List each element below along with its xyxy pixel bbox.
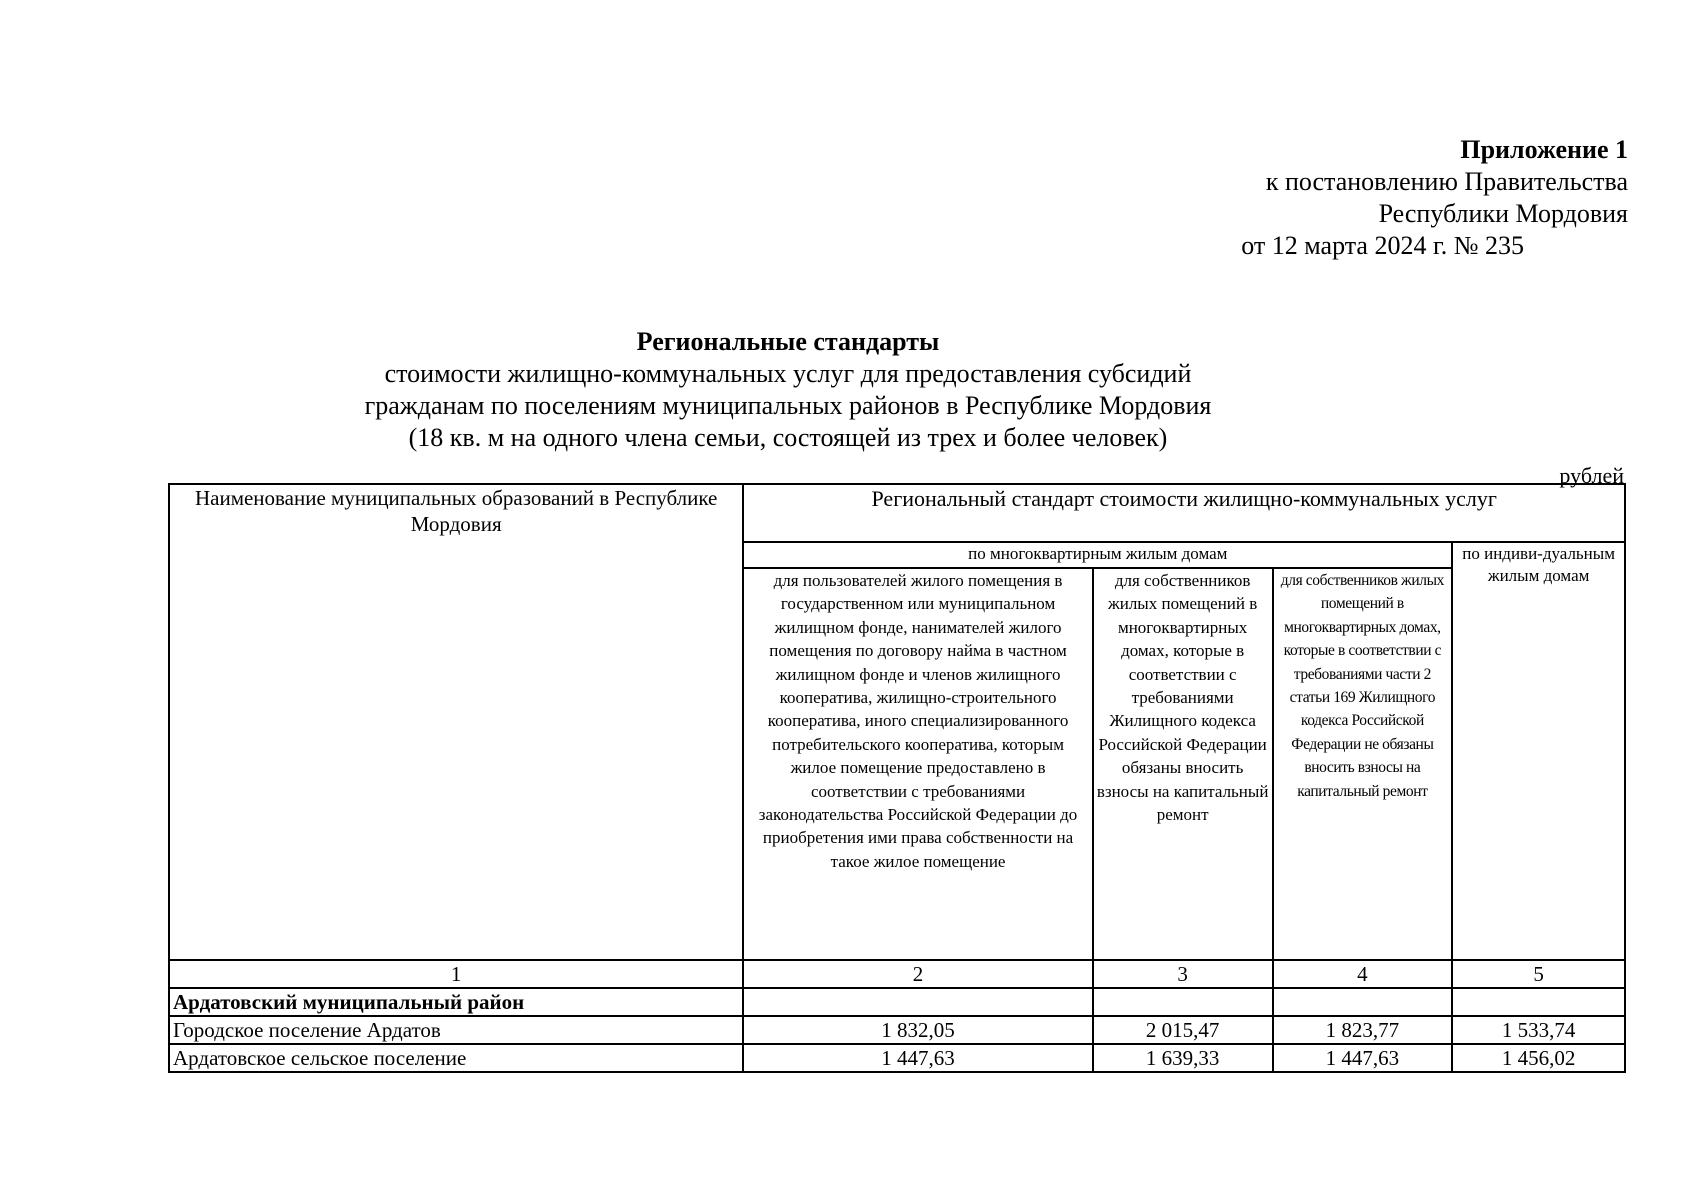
column-number: 3 [1093,960,1273,988]
table-row [169,1016,1625,1044]
header-multi: по многоквартирным жилым домам [743,542,1452,568]
column-numbers-row [169,960,1625,988]
heading-line-1: стоимости жилищно-коммунальных услуг для предоставления субсидий [384,359,1192,388]
column-number: 1 [169,960,743,988]
table-row [169,1044,1625,1072]
value-cell: 1 823,77 [1273,1016,1453,1044]
annex-line-1: к постановлению Правительства [1265,167,1628,196]
value-cell: 1 447,63 [743,1044,1092,1072]
annex-date: от 12 марта 2024 г. № 235 [1241,231,1524,260]
header-group: Региональный стандарт стоимости жилищно-коммунальных услуг [743,484,1625,542]
value-cell: 1 447,63 [1273,1044,1453,1072]
column-number: 4 [1273,960,1453,988]
value-cell: 1 639,33 [1093,1044,1273,1072]
empty-cell [1093,988,1273,1016]
value-cell: 1 832,05 [743,1016,1092,1044]
heading-line-3: (18 кв. м на одного члена семьи, состоящей из трех и более человек) [408,423,1168,452]
heading-title: Региональные стандарты [636,327,940,356]
header-name: Наименование муниципальных образований в Республике Мордовия [169,484,743,960]
annex-line-2: Республики Мордовия [1378,199,1628,228]
value-cell: 2 015,47 [1093,1016,1273,1044]
header-col-3: для собственников жилых помещений в многоквартирных домах, которые в соответствии с требованиями Жилищного кодекса Российской Федерации обязаны вносить взносы на капитальный ремонт [1093,568,1273,960]
column-number: 5 [1452,960,1625,988]
empty-cell [1452,988,1625,1016]
value-cell: 1 533,74 [1452,1016,1625,1044]
header-individual: по индиви-дуальным жилым домам [1452,542,1625,960]
annex-title: Приложение 1 [1460,135,1628,164]
empty-cell [743,988,1092,1016]
column-number: 2 [743,960,1092,988]
document-heading [0,326,1576,454]
value-cell: 1 456,02 [1452,1044,1625,1072]
settlement-name: Городское поселение Ардатов [169,1016,743,1044]
district-name: Ардатовский муниципальный район [169,988,743,1016]
standards-table [168,483,1626,1073]
settlement-name: Ардатовское сельское поселение [169,1044,743,1072]
annex-block [1241,134,1628,262]
heading-line-2: гражданам по поселениям муниципальных районов в Республике Мордовия [364,391,1212,420]
empty-cell [1273,988,1453,1016]
district-row [169,988,1625,1016]
header-col-2: для пользователей жилого помещения в государственном или муниципальном жилищном фонде, нанимателей жилого помещения по договору найма в частном жилищном фонде и членов жилищного кооператива, жилищно-строительного кооператива, иного специализированного потребительского кооператива, которым жилое помещение предоставлено в соответствии с требованиями законодательства Российской Федерации до приобретения ими права собственности на такое жилое помещение [743,568,1092,960]
units-label: рублей [1559,463,1624,488]
header-col-4: для собственников жилых помещений в многоквартирных домах, которые в соответствии с требованиями части 2 статьи 169 Жилищного кодекса Российской Федерации не обязаны вносить взносы на капитальный ремонт [1273,568,1453,960]
